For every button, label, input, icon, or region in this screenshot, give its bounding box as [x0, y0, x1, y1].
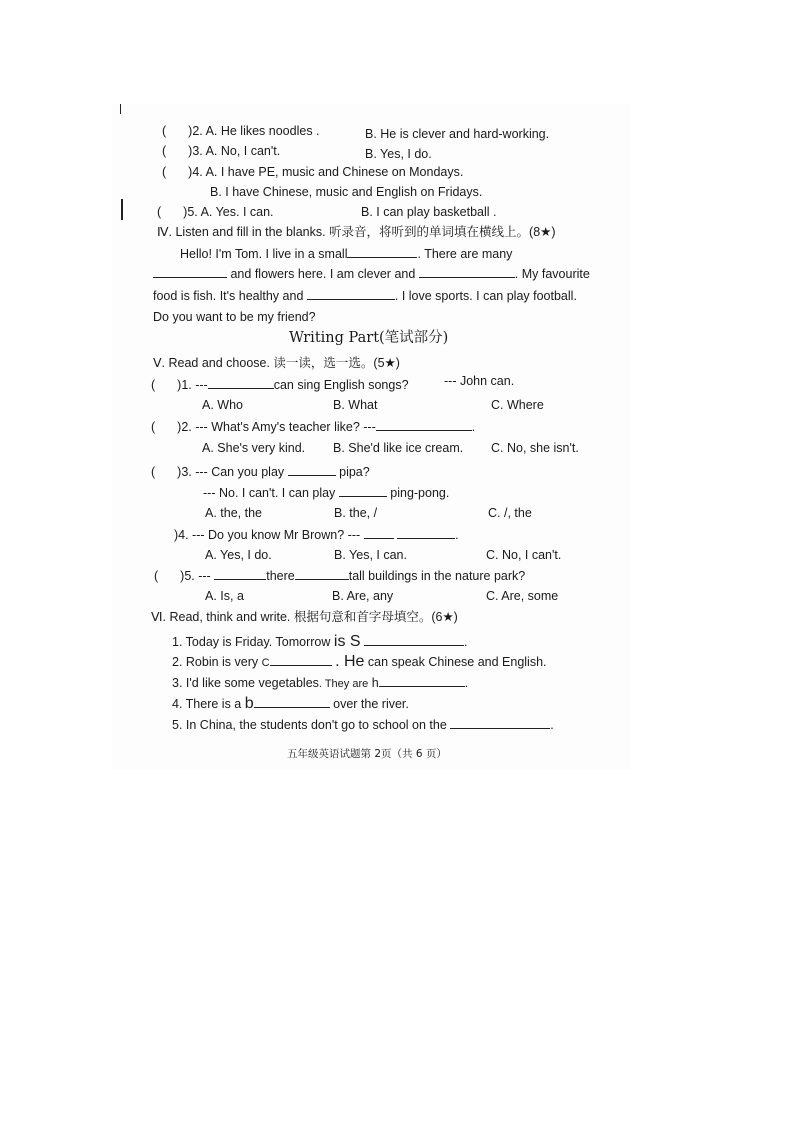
scan-mark [120, 104, 121, 114]
writing-part-heading: Writing Part(笔试部分) [289, 330, 449, 346]
fill-blank[interactable] [376, 418, 472, 431]
question-5: ( )5. A. Yes. I can. [157, 205, 274, 219]
question-2-option-b: B. He is clever and hard-working. [365, 127, 550, 141]
page-footer: 五年级英语试题第 2页（共 6 页） [287, 748, 447, 760]
write-sentence-1: 1. Today is Friday. Tomorrow is S . [172, 633, 468, 650]
write-sentence-2: 2. Robin is very C . He can speak Chinese and English. [172, 653, 547, 670]
passage-line-1: Hello! I'm Tom. I live in a small . There are many [180, 247, 513, 261]
fill-blank[interactable] [270, 653, 332, 666]
passage-line-3: food is fish. It's healthy and . I love sports. I can play football. [153, 289, 577, 303]
choose-question-3-options: A. the, the B. the, / C. /, the [205, 506, 532, 520]
question-2: ( )2. A. He likes noodles . [162, 124, 320, 138]
choose-question-5-options: A. Is, a B. Are, any C. Are, some [205, 589, 559, 603]
fill-blank[interactable] [295, 567, 349, 580]
passage-line-2: and flowers here. I am clever and . My favourite [153, 265, 590, 282]
fill-blank[interactable] [419, 265, 515, 278]
fill-blank[interactable] [347, 245, 417, 258]
question-3: ( )3. A. No, I can't. [162, 144, 281, 158]
write-sentence-4: 4. There is a b over the river. [172, 695, 409, 712]
choose-question-2-options: A. She's very kind. B. She'd like ice cream. C. No, she isn't. [202, 441, 579, 455]
scan-mark [121, 199, 123, 220]
passage-line-4: Do you want to be my friend? [153, 310, 316, 324]
choose-question-1-reply: --- John can. [444, 374, 515, 388]
write-sentence-3: 3. I'd like some vegetables. They are h . [172, 676, 469, 690]
choose-question-4-options: A. Yes, I do. B. Yes, I can. C. No, I can't. [205, 548, 562, 562]
fill-blank[interactable] [364, 526, 394, 539]
fill-blank[interactable] [379, 674, 465, 687]
choose-question-4: )4. --- Do you know Mr Brown? --- . [174, 528, 459, 542]
question-4-option-b: B. I have Chinese, music and English on Fridays. [210, 185, 483, 199]
fill-blank[interactable] [364, 633, 464, 646]
question-4: ( )4. A. I have PE, music and Chinese on Mondays. [162, 165, 464, 179]
fill-blank[interactable] [307, 287, 395, 300]
choose-question-1-options: A. Who B. What C. Where [202, 398, 544, 412]
choose-question-5: ( )5. --- there tall buildings in the nature park? [154, 569, 526, 583]
question-5-option-b: B. I can play basketball . [361, 205, 497, 219]
fill-blank[interactable] [450, 716, 550, 729]
question-3-option-b: B. Yes, I do. [365, 147, 432, 161]
fill-blank[interactable] [339, 484, 387, 497]
fill-blank[interactable] [153, 265, 227, 278]
choose-question-1: ( )1. --- can sing English songs? [151, 378, 409, 392]
fill-blank[interactable] [208, 376, 274, 389]
choose-question-3-reply: --- No. I can't. I can play ping-pong. [203, 486, 450, 500]
fill-blank[interactable] [214, 567, 266, 580]
section-5-title: Ⅴ. Read and choose. 读一读，选一选。(5★) [153, 356, 400, 370]
fill-blank[interactable] [397, 526, 455, 539]
section-6-title: Ⅵ. Read, think and write. 根据句意和首字母填空。(6★) [151, 610, 458, 624]
section-4-title: Ⅳ. Listen and fill in the blanks. 听录音，将听到的单词填在横线上。(8★) [157, 225, 556, 239]
fill-blank[interactable] [288, 463, 336, 476]
choose-question-2: ( )2. --- What's Amy's teacher like? --- . [151, 420, 476, 434]
choose-question-3: ( )3. --- Can you play pipa? [151, 465, 370, 479]
fill-blank[interactable] [254, 695, 330, 708]
write-sentence-5: 5. In China, the students don't go to school on the . [172, 718, 554, 732]
